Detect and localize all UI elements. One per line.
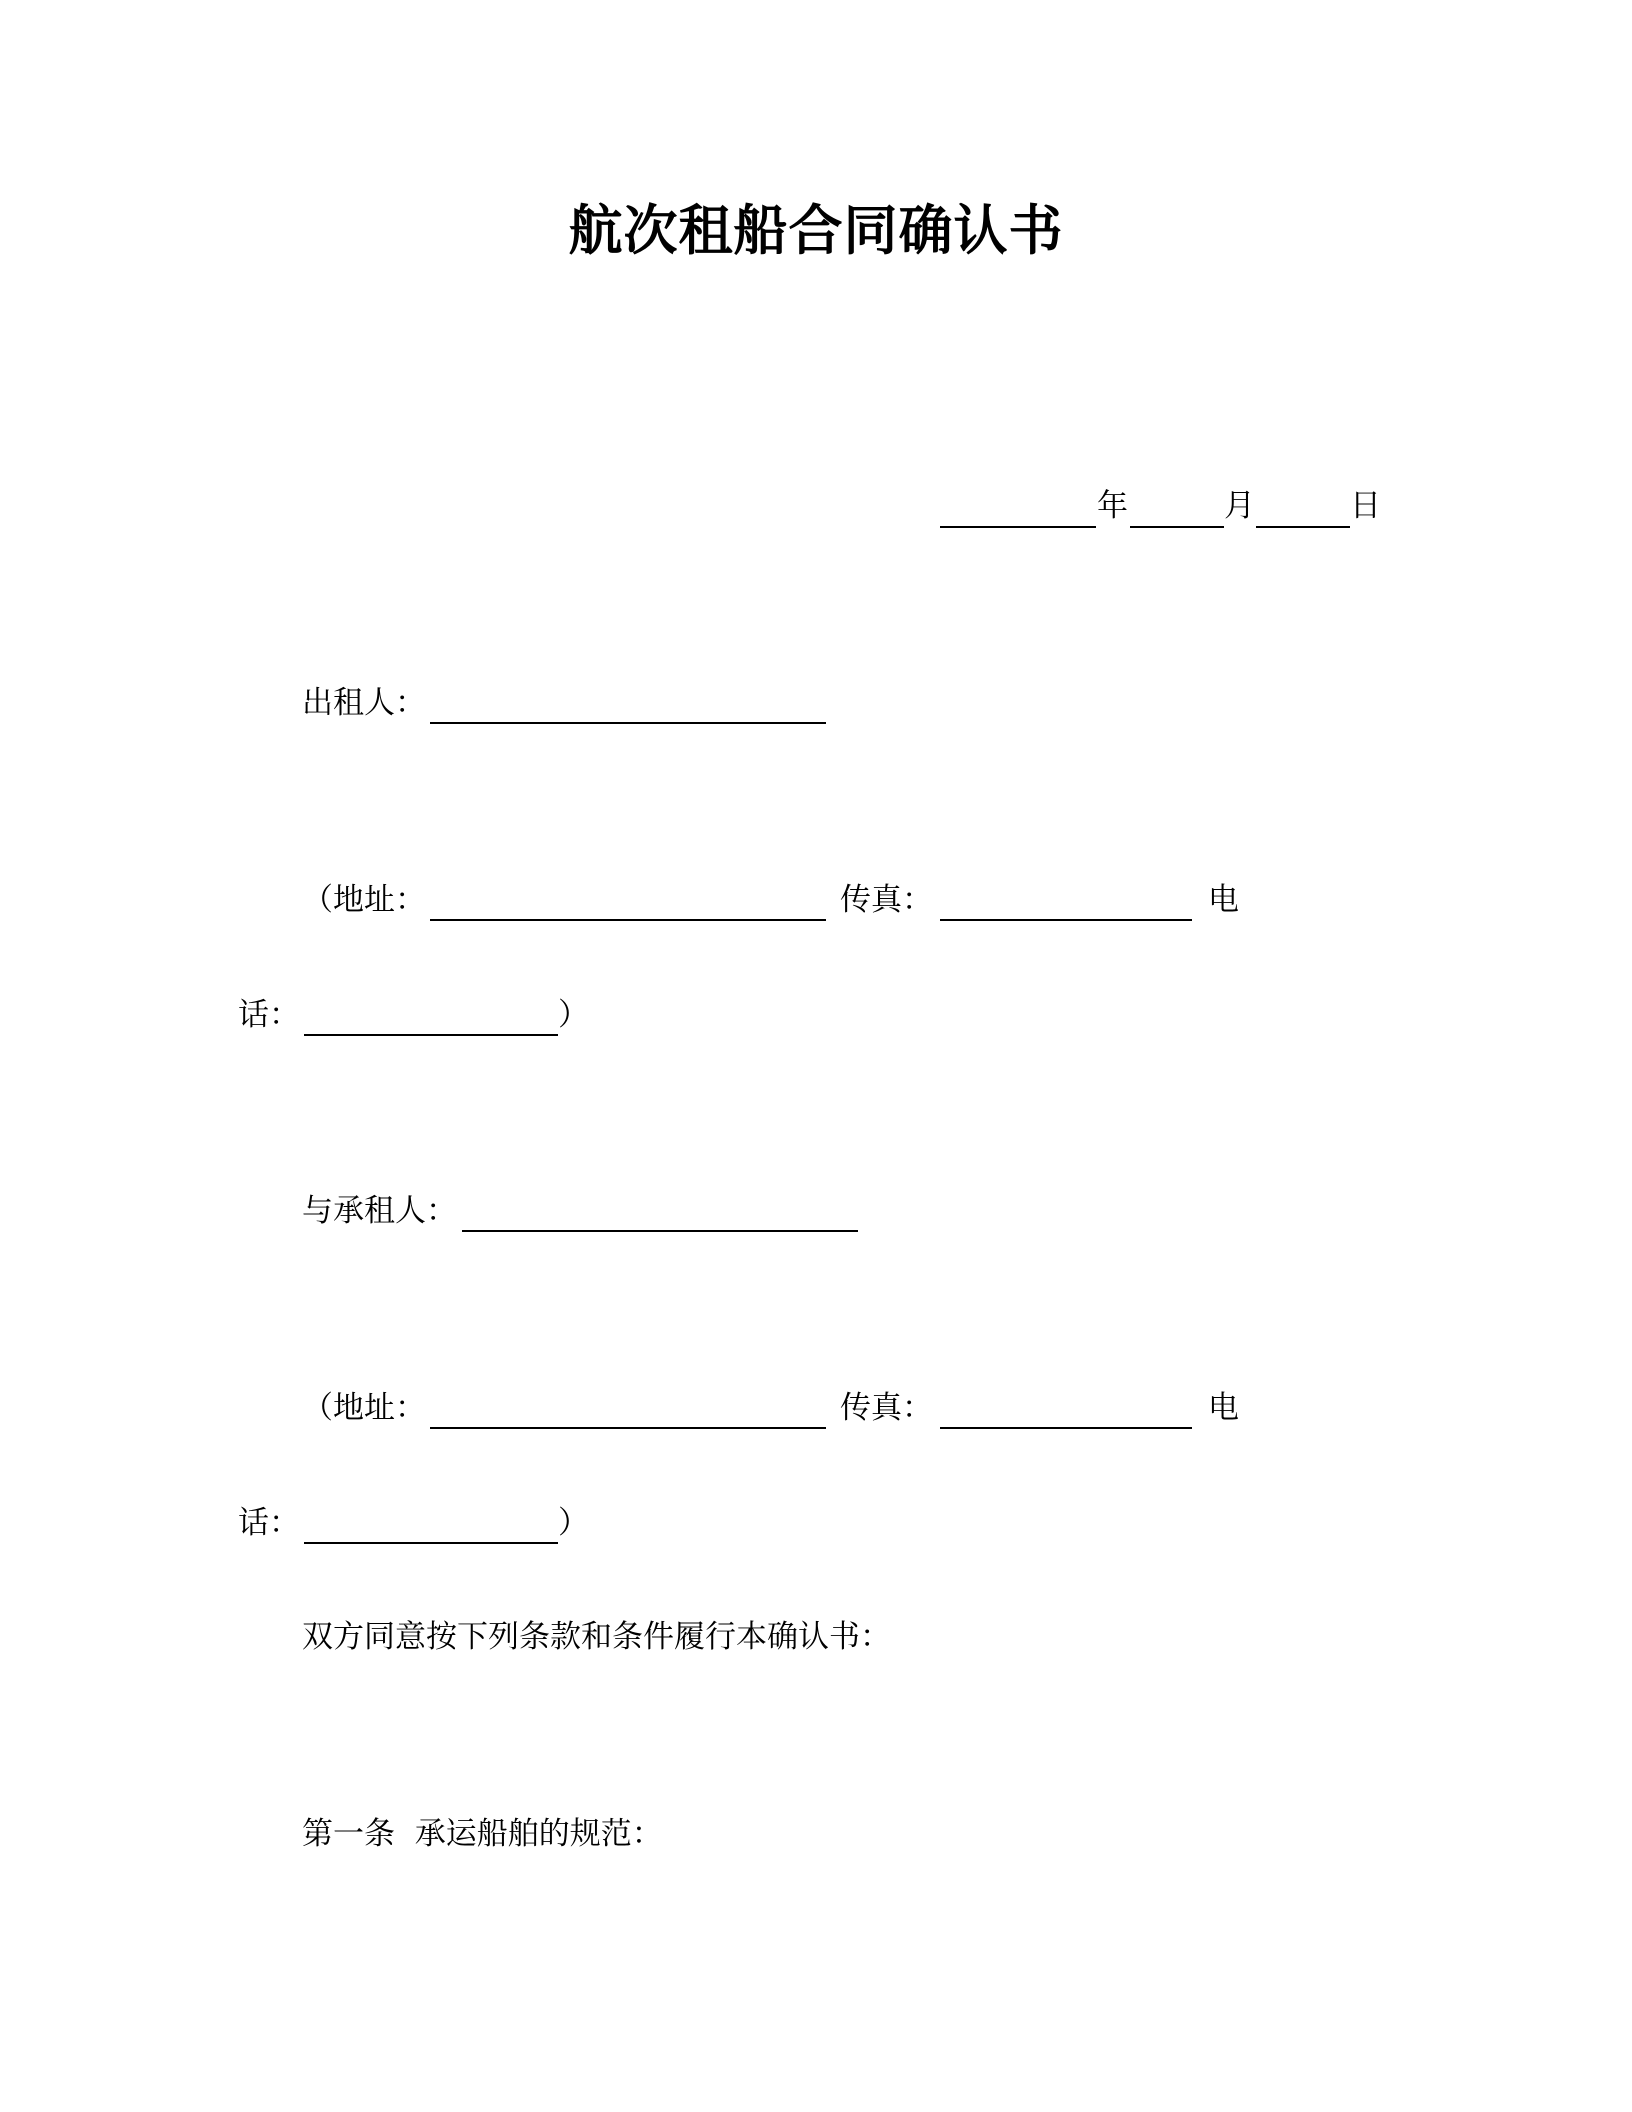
lessor-label: 出租人：: [302, 685, 426, 721]
lessor-address-blank[interactable]: [430, 919, 826, 921]
year-label: 年: [1097, 488, 1128, 524]
article-1-heading: 第一条 承运船舶的规范：: [302, 1816, 663, 1852]
lessee-fax-label: 传真：: [840, 1390, 933, 1426]
day-label: 日: [1350, 488, 1381, 524]
day-blank[interactable]: [1256, 526, 1350, 528]
lessee-fax-blank[interactable]: [940, 1427, 1192, 1429]
lessor-fax-blank[interactable]: [940, 919, 1192, 921]
year-blank[interactable]: [940, 526, 1096, 528]
lessee-phone-blank[interactable]: [304, 1542, 558, 1544]
lessee-label: 与承租人：: [302, 1193, 457, 1229]
lessee-address-label: （地址：: [302, 1390, 426, 1426]
month-label: 月: [1224, 488, 1255, 524]
lessor-phone-blank[interactable]: [304, 1034, 558, 1036]
lessor-phone-label-part2: 话：: [238, 997, 300, 1033]
lessor-phone-label-part1: 电: [1208, 882, 1239, 918]
lessee-phone-label-part2: 话：: [238, 1505, 300, 1541]
lessee-blank[interactable]: [462, 1230, 858, 1232]
lessor-close-paren: ）: [558, 997, 589, 1033]
lessor-address-label: （地址：: [302, 882, 426, 918]
document-title: 航次租船合同确认书: [568, 199, 1064, 262]
month-blank[interactable]: [1130, 526, 1224, 528]
lessee-close-paren: ）: [558, 1505, 589, 1541]
lessee-address-blank[interactable]: [430, 1427, 826, 1429]
agreement-text: 双方同意按下列条款和条件履行本确认书：: [302, 1619, 891, 1655]
lessor-fax-label: 传真：: [840, 882, 933, 918]
lessor-blank[interactable]: [430, 722, 826, 724]
lessee-phone-label-part1: 电: [1208, 1390, 1239, 1426]
